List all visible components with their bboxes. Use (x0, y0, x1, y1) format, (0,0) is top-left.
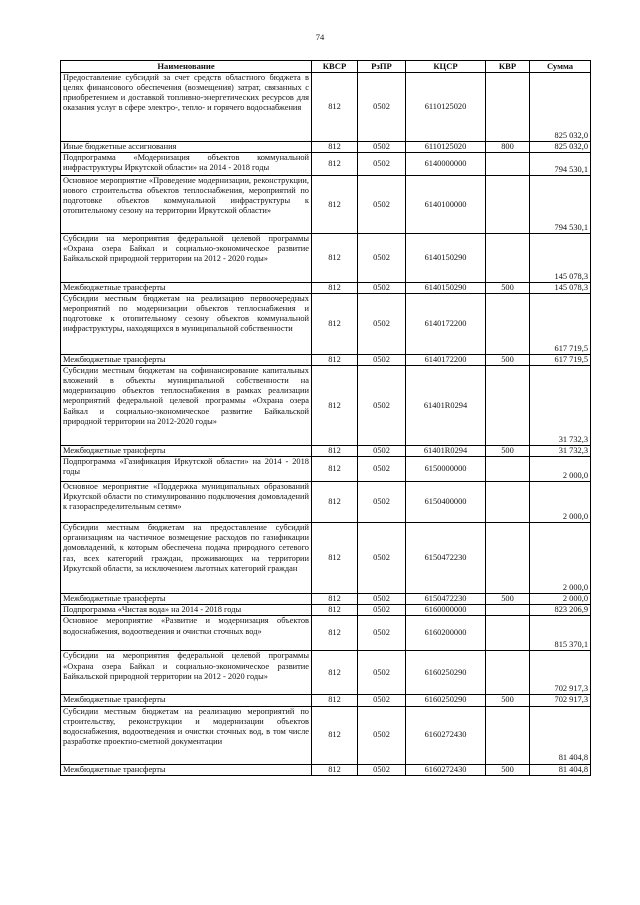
table-header-row (61, 61, 591, 73)
row-rzpr: 0502 (358, 764, 406, 775)
row-kcsr: 6160272430 (406, 764, 486, 775)
row-rzpr: 0502 (358, 651, 406, 695)
row-kvsr: 812 (312, 73, 358, 142)
table-row (61, 73, 591, 142)
row-kcsr: 61401R0294 (406, 446, 486, 457)
row-name: Основное мероприятие «Развитие и модернизация объектов водоснабжения, водоотведения и очистки сточных вод» (61, 616, 312, 651)
row-kcsr: 6150400000 (406, 482, 486, 523)
header-sum: Сумма (530, 61, 591, 73)
table-row (61, 366, 591, 446)
row-kvsr: 812 (312, 764, 358, 775)
row-sum: 825 032,0 (530, 142, 591, 153)
row-sum: 2 000,0 (530, 457, 591, 482)
row-kvr: 500 (486, 283, 530, 294)
row-kvr (486, 706, 530, 764)
row-sum: 617 719,5 (530, 294, 591, 355)
row-sum: 81 404,8 (530, 706, 591, 764)
row-kcsr: 6140172200 (406, 294, 486, 355)
row-name: Иные бюджетные ассигнования (61, 142, 312, 153)
row-sum: 823 206,9 (530, 605, 591, 616)
table-row (61, 176, 591, 234)
row-name: Субсидии местным бюджетам на софинансирование капитальных вложений в объекты муниципальной собственности на модернизацию объектов теплоснабжения в рамках реализации мероприятий федеральной целевой программы «Охрана озера Байкал и социально-экономическое развитие Байкальской природной территории на 2012-2020 годы» (61, 366, 312, 446)
row-kvr (486, 605, 530, 616)
row-name: Основное мероприятие «Поддержка муниципальных образований Иркутской области по стимулированию подключения домовладений к газораспределительным сетям» (61, 482, 312, 523)
row-name: Межбюджетные трансферты (61, 446, 312, 457)
header-kvsr: КВСР (312, 61, 358, 73)
row-kvr (486, 457, 530, 482)
table-row (61, 523, 591, 594)
row-kvr (486, 294, 530, 355)
row-kvsr: 812 (312, 482, 358, 523)
row-kcsr: 6150472230 (406, 594, 486, 605)
row-kcsr: 6150472230 (406, 523, 486, 594)
row-kcsr: 6160250290 (406, 651, 486, 695)
row-kvr (486, 176, 530, 234)
row-name: Межбюджетные трансферты (61, 355, 312, 366)
table-row (61, 695, 591, 706)
row-sum: 145 078,3 (530, 234, 591, 283)
row-kcsr: 6160200000 (406, 616, 486, 651)
row-kcsr: 6140000000 (406, 153, 486, 176)
header-kcsr: КЦСР (406, 61, 486, 73)
row-kvr: 800 (486, 142, 530, 153)
row-kvr: 500 (486, 355, 530, 366)
row-kvr: 500 (486, 764, 530, 775)
row-kvr (486, 523, 530, 594)
row-rzpr: 0502 (358, 446, 406, 457)
row-rzpr: 0502 (358, 234, 406, 283)
table-row (61, 153, 591, 176)
row-sum: 31 732,3 (530, 366, 591, 446)
row-name: Межбюджетные трансферты (61, 283, 312, 294)
table-row (61, 294, 591, 355)
row-name: Подпрограмма «Газификация Иркутской области» на 2014 - 2018 годы (61, 457, 312, 482)
table-row (61, 234, 591, 283)
row-name: Субсидии местным бюджетам на реализацию мероприятий по строительству, реконструкции и модернизации объектов водоснабжения, водоотведения и очистки сточных вод, в том числе разработке проектно-сметной документации (61, 706, 312, 764)
row-name: Межбюджетные трансферты (61, 594, 312, 605)
row-rzpr: 0502 (358, 605, 406, 616)
row-sum: 617 719,5 (530, 355, 591, 366)
row-kvsr: 812 (312, 706, 358, 764)
page-number: 74 (315, 32, 325, 42)
row-rzpr: 0502 (358, 706, 406, 764)
row-sum: 815 370,1 (530, 616, 591, 651)
row-kvsr: 812 (312, 355, 358, 366)
row-kvsr: 812 (312, 594, 358, 605)
row-sum: 702 917,3 (530, 651, 591, 695)
row-name: Субсидии местным бюджетам на реализацию первоочередных мероприятий по модернизации объектов теплоснабжения и подготовке к отопительному сезону объектов коммунальной инфраструктуры, находящихся в муниципальной собственности (61, 294, 312, 355)
row-kcsr: 6160272430 (406, 706, 486, 764)
row-kvsr: 812 (312, 523, 358, 594)
row-rzpr: 0502 (358, 73, 406, 142)
row-kvr (486, 482, 530, 523)
row-kvr (486, 366, 530, 446)
row-kcsr: 6140150290 (406, 234, 486, 283)
row-kvsr: 812 (312, 176, 358, 234)
row-sum: 2 000,0 (530, 523, 591, 594)
row-kvsr: 812 (312, 605, 358, 616)
row-rzpr: 0502 (358, 142, 406, 153)
row-kcsr: 6110125020 (406, 142, 486, 153)
table-row (61, 706, 591, 764)
row-sum: 794 530,1 (530, 176, 591, 234)
row-kvr (486, 651, 530, 695)
row-kvsr: 812 (312, 294, 358, 355)
row-name: Межбюджетные трансферты (61, 695, 312, 706)
row-kcsr: 6140100000 (406, 176, 486, 234)
table-row (61, 457, 591, 482)
row-sum: 702 917,3 (530, 695, 591, 706)
row-rzpr: 0502 (358, 153, 406, 176)
row-sum: 145 078,3 (530, 283, 591, 294)
row-kvr: 500 (486, 695, 530, 706)
table-row (61, 594, 591, 605)
row-kcsr: 6140172200 (406, 355, 486, 366)
row-kcsr: 6160250290 (406, 695, 486, 706)
row-rzpr: 0502 (358, 457, 406, 482)
row-name: Межбюджетные трансферты (61, 764, 312, 775)
row-kvr (486, 234, 530, 283)
row-name: Предоставление субсидий за счет средств областного бюджета в целях финансового обеспечения (возмещения) затрат, связанных с приобретением и доставкой топливно-энергетических ресурсов для оказания услуг в сфере электро-, тепло- и горячего водоснабжения (61, 73, 312, 142)
row-sum: 825 032,0 (530, 73, 591, 142)
row-rzpr: 0502 (358, 523, 406, 594)
row-sum: 2 000,0 (530, 482, 591, 523)
table-row (61, 605, 591, 616)
row-kvsr: 812 (312, 457, 358, 482)
header-name: Наименование (61, 61, 312, 73)
row-sum: 31 732,3 (530, 446, 591, 457)
row-kvsr: 812 (312, 616, 358, 651)
row-rzpr: 0502 (358, 594, 406, 605)
row-kcsr: 6160000000 (406, 605, 486, 616)
row-name: Основное мероприятие «Проведение модернизации, реконструкции, нового строительства объектов теплоснабжения, мероприятий по подготовке объектов коммунальной инфраструктуры к отопительному сезону на территории Иркутской области» (61, 176, 312, 234)
row-kvsr: 812 (312, 651, 358, 695)
table-row (61, 651, 591, 695)
row-name: Субсидии на мероприятия федеральной целевой программы «Охрана озера Байкал и социально-экономическое развитие Байкальской природной территории на 2012 - 2020 годы» (61, 651, 312, 695)
table-row (61, 446, 591, 457)
row-name: Подпрограмма «Модернизация объектов коммунальной инфраструктуры Иркутской области» на 2014 - 2018 годы (61, 153, 312, 176)
row-kvsr: 812 (312, 366, 358, 446)
row-kvsr: 812 (312, 695, 358, 706)
header-rzpr: РзПР (358, 61, 406, 73)
table-row (61, 616, 591, 651)
row-sum: 81 404,8 (530, 764, 591, 775)
row-rzpr: 0502 (358, 355, 406, 366)
row-kvr (486, 616, 530, 651)
row-kvsr: 812 (312, 234, 358, 283)
row-kcsr: 61401R0294 (406, 366, 486, 446)
row-sum: 794 530,1 (530, 153, 591, 176)
row-sum: 2 000,0 (530, 594, 591, 605)
header-kvr: КВР (486, 61, 530, 73)
row-rzpr: 0502 (358, 482, 406, 523)
row-kcsr: 6140150290 (406, 283, 486, 294)
row-name: Подпрограмма «Чистая вода» на 2014 - 2018 годы (61, 605, 312, 616)
row-kvr (486, 73, 530, 142)
row-kcsr: 6110125020 (406, 73, 486, 142)
row-rzpr: 0502 (358, 616, 406, 651)
row-name: Субсидии на мероприятия федеральной целевой программы «Охрана озера Байкал и социально-экономическое развитие Байкальской природной территории на 2012 - 2020 годы» (61, 234, 312, 283)
row-rzpr: 0502 (358, 294, 406, 355)
row-kvsr: 812 (312, 142, 358, 153)
budget-table (60, 60, 591, 776)
row-rzpr: 0502 (358, 695, 406, 706)
table-row (61, 355, 591, 366)
row-name: Субсидии местным бюджетам на предоставление субсидий организациям на частичное возмещение расходов по газификации домовладений, к которым обеспечена подача природного сетевого газ, всех категорий граждан, проживающих на территории Иркутской области, за исключением льготных категорий граждан (61, 523, 312, 594)
row-kvsr: 812 (312, 446, 358, 457)
row-kvr: 500 (486, 446, 530, 457)
table-row (61, 482, 591, 523)
row-kcsr: 6150000000 (406, 457, 486, 482)
row-kvsr: 812 (312, 153, 358, 176)
table-row (61, 142, 591, 153)
row-kvr: 500 (486, 594, 530, 605)
row-kvr (486, 153, 530, 176)
row-rzpr: 0502 (358, 283, 406, 294)
table-row (61, 283, 591, 294)
row-rzpr: 0502 (358, 176, 406, 234)
row-rzpr: 0502 (358, 366, 406, 446)
row-kvsr: 812 (312, 283, 358, 294)
table-row (61, 764, 591, 775)
